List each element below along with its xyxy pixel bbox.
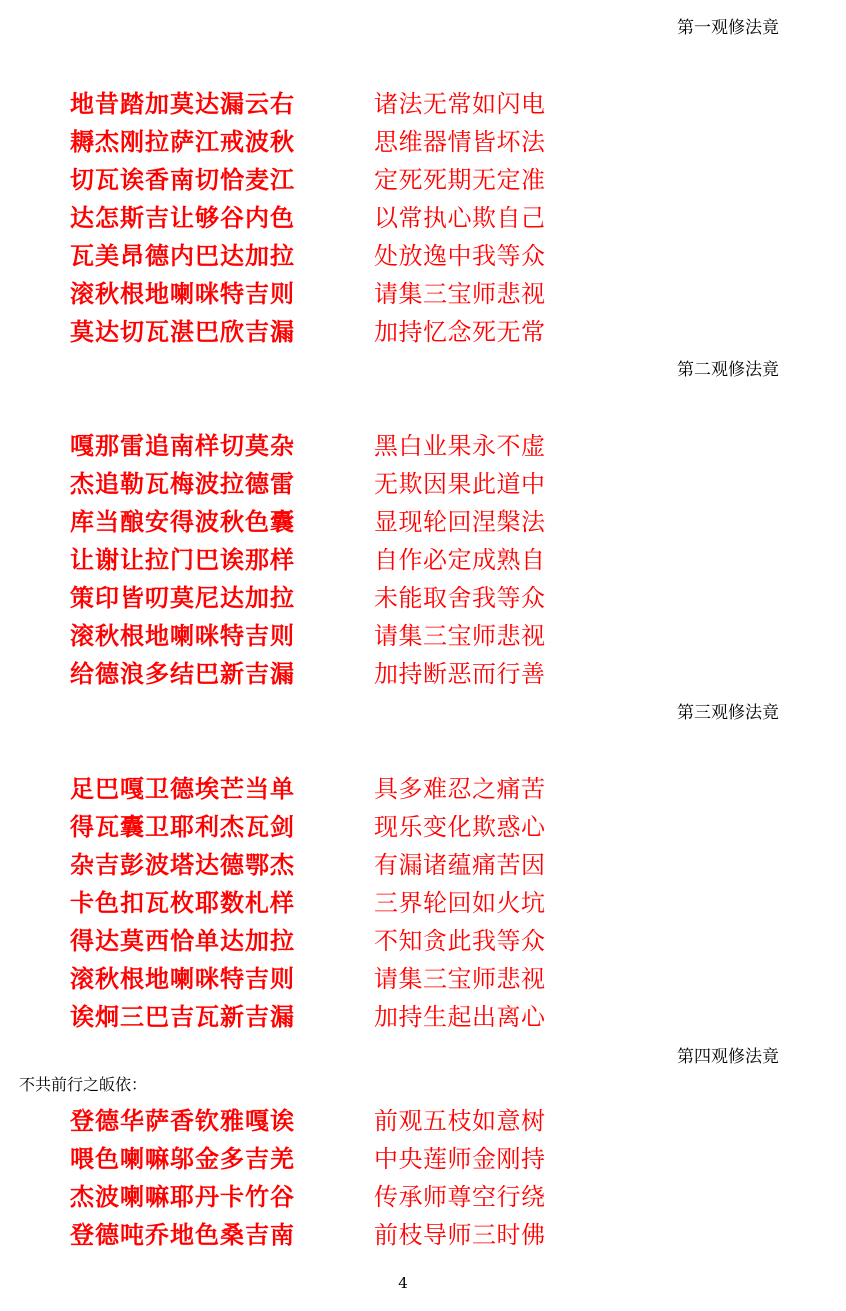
section-4-title: 第四观修法竟 bbox=[677, 1047, 779, 1067]
verse-line-tibetan-transliteration: 达怎斯吉让够谷内色 bbox=[70, 203, 295, 232]
verse-line bbox=[0, 582, 846, 620]
verse-line-tibetan-transliteration: 卡色扣瓦枚耶数札样 bbox=[70, 888, 295, 917]
verse-line-tibetan-transliteration: 耨杰刚拉萨江戒波秋 bbox=[70, 127, 295, 156]
section-1-verse bbox=[0, 88, 846, 354]
verse-line bbox=[0, 468, 846, 506]
verse-line bbox=[0, 963, 846, 1001]
verse-line-tibetan-transliteration: 莫达切瓦湛巴欣吉漏 bbox=[70, 317, 295, 346]
verse-line bbox=[0, 202, 846, 240]
verse-line-tibetan-transliteration: 滚秋根地喇咪特吉则 bbox=[70, 279, 295, 308]
verse-line-translation: 加持生起出离心 bbox=[374, 1003, 546, 1031]
verse-line-translation: 处放逸中我等众 bbox=[374, 242, 546, 270]
verse-line-translation: 思维器情皆坏法 bbox=[374, 128, 546, 156]
verse-line-translation: 具多难忍之痛苦 bbox=[374, 775, 546, 803]
verse-line-translation: 不知贪此我等众 bbox=[374, 927, 546, 955]
verse-line-translation: 以常执心欺自己 bbox=[374, 204, 546, 232]
verse-line-tibetan-transliteration: 足巴嘎卫德埃芒当单 bbox=[70, 774, 295, 803]
verse-line-translation: 有漏诸蕴痛苦因 bbox=[374, 851, 546, 879]
verse-line-tibetan-transliteration: 杂吉彭波塔达德鄂杰 bbox=[70, 850, 295, 879]
verse-line-tibetan-transliteration: 喂色喇嘛邬金多吉羌 bbox=[70, 1144, 295, 1173]
verse-line-translation: 加持断恶而行善 bbox=[374, 660, 546, 688]
verse-line bbox=[0, 925, 846, 963]
verse-line bbox=[0, 88, 846, 126]
verse-line bbox=[0, 620, 846, 658]
verse-line-tibetan-transliteration: 登德吨乔地色桑吉南 bbox=[70, 1220, 295, 1249]
verse-line-translation: 请集三宝师悲视 bbox=[374, 622, 546, 650]
verse-line bbox=[0, 1001, 846, 1039]
verse-line-translation: 定死死期无定准 bbox=[374, 166, 546, 194]
verse-line-tibetan-transliteration: 杰波喇嘛耶丹卡竹谷 bbox=[70, 1182, 295, 1211]
verse-line-tibetan-transliteration: 策印皆叨莫尼达加拉 bbox=[70, 583, 295, 612]
verse-line-tibetan-transliteration: 滚秋根地喇咪特吉则 bbox=[70, 964, 295, 993]
section-3-title: 第三观修法竟 bbox=[677, 703, 779, 723]
verse-line bbox=[0, 278, 846, 316]
verse-line-tibetan-transliteration: 得达莫西恰单达加拉 bbox=[70, 926, 295, 955]
page-number: 4 bbox=[398, 1274, 408, 1292]
verse-line-translation: 自作必定成熟自 bbox=[374, 546, 546, 574]
section-1-title: 第一观修法竟 bbox=[677, 18, 779, 38]
refuge-subheading: 不共前行之皈依： bbox=[19, 1075, 148, 1094]
verse-line-tibetan-transliteration: 切瓦诶香南切恰麦江 bbox=[70, 165, 295, 194]
verse-line-translation: 无欺因果此道中 bbox=[374, 470, 546, 498]
verse-line bbox=[0, 164, 846, 202]
section-3-verse bbox=[0, 773, 846, 1039]
verse-line-translation: 诸法无常如闪电 bbox=[374, 90, 546, 118]
verse-line-translation: 黑白业果永不虚 bbox=[374, 432, 546, 460]
verse-line bbox=[0, 1219, 846, 1257]
verse-line-tibetan-transliteration: 诶炯三巴吉瓦新吉漏 bbox=[70, 1002, 295, 1031]
verse-line-tibetan-transliteration: 嘎那雷追南样切莫杂 bbox=[70, 431, 295, 460]
section-2-title: 第二观修法竟 bbox=[677, 360, 779, 380]
verse-line-tibetan-transliteration: 得瓦囊卫耶利杰瓦剑 bbox=[70, 812, 295, 841]
verse-line bbox=[0, 849, 846, 887]
verse-line-tibetan-transliteration: 杰追勒瓦梅波拉德雷 bbox=[70, 469, 295, 498]
verse-line-tibetan-transliteration: 瓦美昂德内巴达加拉 bbox=[70, 241, 295, 270]
verse-line-translation: 未能取舍我等众 bbox=[374, 584, 546, 612]
verse-line bbox=[0, 316, 846, 354]
verse-line bbox=[0, 126, 846, 164]
verse-line-tibetan-transliteration: 滚秋根地喇咪特吉则 bbox=[70, 621, 295, 650]
verse-line-translation: 现乐变化欺惑心 bbox=[374, 813, 546, 841]
verse-line bbox=[0, 1181, 846, 1219]
section-4-verse bbox=[0, 1105, 846, 1257]
verse-line-translation: 加持忆念死无常 bbox=[374, 318, 546, 346]
verse-line-translation: 请集三宝师悲视 bbox=[374, 965, 546, 993]
verse-line-tibetan-transliteration: 让谢让拉门巴诶那样 bbox=[70, 545, 295, 574]
verse-line-tibetan-transliteration: 地昔踏加莫达漏云右 bbox=[70, 89, 295, 118]
section-2-verse bbox=[0, 430, 846, 696]
verse-line bbox=[0, 430, 846, 468]
verse-line bbox=[0, 773, 846, 811]
verse-line-translation: 前枝导师三时佛 bbox=[374, 1221, 546, 1249]
verse-line bbox=[0, 1105, 846, 1143]
verse-line bbox=[0, 887, 846, 925]
verse-line bbox=[0, 544, 846, 582]
verse-line-translation: 传承师尊空行绕 bbox=[374, 1183, 546, 1211]
verse-line bbox=[0, 811, 846, 849]
verse-line bbox=[0, 1143, 846, 1181]
verse-line bbox=[0, 658, 846, 696]
verse-line bbox=[0, 506, 846, 544]
verse-line-translation: 中央莲师金刚持 bbox=[374, 1145, 546, 1173]
verse-line bbox=[0, 240, 846, 278]
verse-line-translation: 三界轮回如火坑 bbox=[374, 889, 546, 917]
verse-line-translation: 显现轮回涅槃法 bbox=[374, 508, 546, 536]
verse-line-tibetan-transliteration: 库当酿安得波秋色囊 bbox=[70, 507, 295, 536]
verse-line-tibetan-transliteration: 给德浪多结巴新吉漏 bbox=[70, 659, 295, 688]
verse-line-translation: 请集三宝师悲视 bbox=[374, 280, 546, 308]
verse-line-translation: 前观五枝如意树 bbox=[374, 1107, 546, 1135]
verse-line-tibetan-transliteration: 登德华萨香钦雅嘎诶 bbox=[70, 1106, 295, 1135]
